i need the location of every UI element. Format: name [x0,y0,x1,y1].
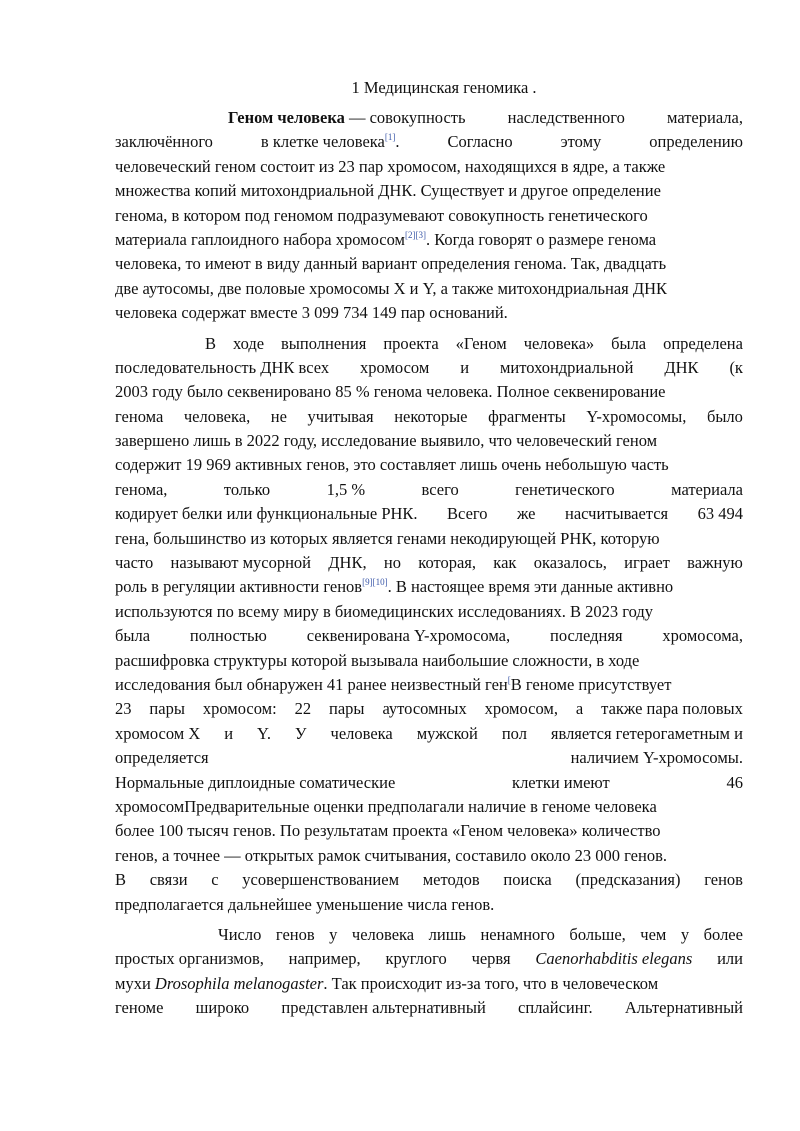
paragraph-3 [115,923,743,1021]
text-line: множества копий митохондриальной ДНК. Существует и другое определение [115,181,661,201]
text-line: две аутосомы, две половые хромосомы X и Y, а также митохондриальная ДНК [115,278,668,298]
species-name: Caenorhabditis elegans [535,949,693,969]
text-line: человеческий геном состоит из 23 пар хромосом, находящихся в ядре, а также [115,156,666,176]
text-line: исследования был обнаружен 41 ранее неизвестный ген[В геноме присутствует [115,674,672,694]
text-line: генов, а точнее — открытых рамок считывания, составило около 23 000 генов. [115,845,667,865]
text-line: В связи с усовершенствованием методов поиска (предсказания) генов [115,870,743,890]
text-line: генома, только 1,5 % всего генетического материала [115,479,743,499]
species-name: Drosophila melanogaster [154,973,324,993]
text-line: часто называют мусорной ДНК, но которая, как оказалось, играет важную [115,553,743,573]
footnote-link[interactable]: [2][3] [404,229,426,240]
text-line: роль в регуляции активности генов[9][10]. В настоящее время эти данные активно [115,577,674,597]
section-title: 1 Медицинская геномика . [351,78,537,97]
text-line: гена, большинство из которых является генами некодирующей РНК, которую [115,528,660,548]
text-line: генома, в котором под геномом подразумевают совокупность генетического [115,205,648,225]
text-line: человека, то имеют в виду данный вариант определения генома. Так, двадцать [115,254,667,274]
text-line: предполагается дальнейшее уменьшение числа генов. [115,894,495,914]
text-line: Нормальные диплоидные соматические клетки имеют 46 [115,772,743,792]
text-line: материала гаплоидного набора хромосом[2][3]. Когда говорят о размере генома [115,229,657,249]
text-line: завершено лишь в 2022 году, исследование выявило, что человеческий геном [115,431,658,451]
text-line: простых организмов, например, круглого червя Caenorhabditis elegans или [115,947,743,971]
text-line: содержит 19 969 активных генов, это составляет лишь очень небольшую часть [115,455,669,475]
text-line: генома человека, не учитывая некоторые фрагменты Y-хромосомы, было [115,406,743,426]
document-page [115,78,743,1020]
term-bold: Геном человека [228,108,345,127]
text-line: геноме широко представлен альтернативный сплайсинг. Альтернативный [115,998,743,1018]
text-line: заключённого в клетке человека[1]. Согласно этому определению [115,132,743,152]
text-line: человека содержат вместе 3 099 734 149 пар оснований. [115,303,508,323]
text-line: была полностью секвенирована Y-хромосома, последняя хромосома, [115,626,743,646]
text-line: определяется наличием Y-хромосомы. [115,748,743,768]
text-line: мухи Drosophila melanogaster. Так происходит из-за того, что в человеческом [115,973,659,993]
text-line: расшифровка структуры которой вызывала наибольшие сложности, в ходе [115,650,640,670]
text-line: кодирует белки или функциональные РНК. Всего же насчитывается 63 494 [115,504,743,524]
text-line: 2003 году было секвенировано 85 % генома человека. Полное секвенирование [115,382,666,402]
text-line: Число генов у человека лишь ненамного больше, чем у более [218,924,743,944]
text-line: 23 пары хромосом: 22 пары аутосомных хромосом, а также пара половых [115,699,743,719]
footnote-link[interactable]: [9][10] [362,577,388,588]
footnote-link[interactable]: [1] [384,132,396,143]
text-line: более 100 тысяч генов. По результатам проекта «Геном человека» количество [115,821,661,841]
text-line: В ходе выполнения проекта «Геном человека» была определена [205,333,743,353]
text-line: используются по всему миру в биомедицинских исследованиях. В 2023 году [115,601,654,621]
text-line: хромосомПредварительные оценки предполагали наличие в геноме человека [115,796,657,816]
text-line: хромосом X и Y. У человека мужской пол является гетерогаметным и [115,723,743,743]
footnote-link[interactable]: [ [507,674,511,685]
paragraph-1 [115,106,743,326]
paragraph-2 [115,332,743,917]
text-line: Геном человека — совокупность наследственного материала, [228,108,743,127]
text-line: последовательность ДНК всех хромосом и митохондриальной ДНК (к [115,357,743,377]
